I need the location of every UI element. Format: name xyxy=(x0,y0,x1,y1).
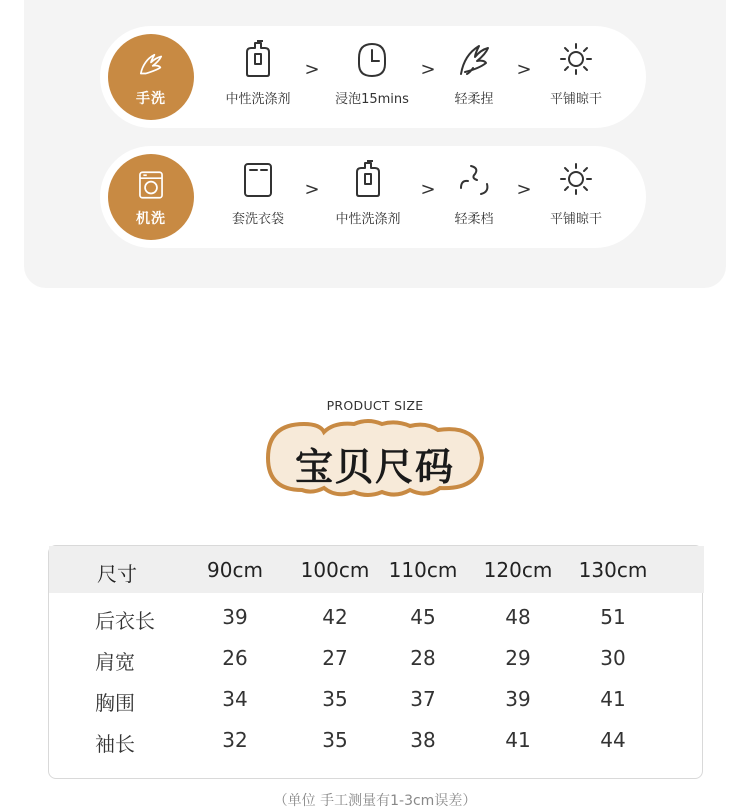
table-cell: 45 xyxy=(410,605,436,629)
machine-wash-badge xyxy=(108,154,194,240)
step-label: 轻柔捏 xyxy=(454,92,494,107)
hand-wash-label: 手洗 xyxy=(136,91,166,107)
arrow-icon: > xyxy=(516,179,532,200)
table-cell: 34 xyxy=(222,687,248,711)
step-gentle-cycle xyxy=(422,154,526,240)
step-dry-flat xyxy=(524,34,628,120)
arrow-icon: > xyxy=(304,179,320,200)
machine-wash-row xyxy=(100,146,646,248)
header-cell: 110cm xyxy=(388,558,458,582)
size-title: 宝贝尺码 xyxy=(294,445,455,489)
step-label: 平铺晾干 xyxy=(549,92,602,107)
sun-icon xyxy=(555,158,597,200)
size-subtitle: PRODUCT SIZE xyxy=(326,398,424,413)
laundry-bag-icon xyxy=(237,158,279,200)
table-cell: 39 xyxy=(222,605,248,629)
table-cell: 42 xyxy=(322,605,348,629)
row-label: 袖长 xyxy=(95,732,135,756)
table-cell: 38 xyxy=(410,728,436,752)
step-label: 中性洗涤剂 xyxy=(225,92,291,107)
step-label: 平铺晾干 xyxy=(549,212,602,227)
table-cell: 35 xyxy=(322,687,348,711)
hand-wash-icon xyxy=(134,48,168,82)
step-detergent xyxy=(206,34,310,120)
arrow-icon: > xyxy=(420,179,436,200)
table-cell: 41 xyxy=(505,728,531,752)
step-laundry-bag xyxy=(206,154,310,240)
arrow-icon: > xyxy=(516,59,532,80)
table-cell: 30 xyxy=(600,646,626,670)
washing-machine-icon xyxy=(134,168,168,202)
arrow-icon: > xyxy=(304,59,320,80)
step-soak xyxy=(320,34,424,120)
size-table xyxy=(48,545,703,779)
hand-gentle-icon xyxy=(453,38,495,80)
header-cell: 100cm xyxy=(300,558,370,582)
header-cell: 130cm xyxy=(578,558,648,582)
step-label: 轻柔档 xyxy=(454,212,494,227)
footer-note: （单位 手工测量有1-3cm误差） xyxy=(273,793,477,809)
header-cell: 尺寸 xyxy=(97,562,137,586)
row-label: 后衣长 xyxy=(95,609,155,633)
header-cell: 90cm xyxy=(207,558,263,582)
table-cell: 48 xyxy=(505,605,531,629)
table-cell: 35 xyxy=(322,728,348,752)
clock-icon xyxy=(351,38,393,80)
row-label: 胸围 xyxy=(95,691,135,715)
table-cell: 32 xyxy=(222,728,248,752)
step-label: 中性洗涤剂 xyxy=(335,212,401,227)
row-label: 肩宽 xyxy=(95,650,135,674)
table-cell: 44 xyxy=(600,728,626,752)
table-cell: 29 xyxy=(505,646,531,670)
step-dry-flat xyxy=(524,154,628,240)
table-cell: 27 xyxy=(322,646,348,670)
hand-wash-row xyxy=(100,26,646,128)
table-cell: 39 xyxy=(505,687,531,711)
size-title-badge xyxy=(264,418,486,498)
arrow-icon: > xyxy=(420,59,436,80)
table-cell: 28 xyxy=(410,646,436,670)
step-label: 浸泡15mins xyxy=(335,92,409,107)
step-label: 套洗衣袋 xyxy=(231,212,284,227)
table-cell: 37 xyxy=(410,687,436,711)
machine-wash-label: 机洗 xyxy=(136,211,166,227)
sun-icon xyxy=(555,38,597,80)
step-detergent xyxy=(316,154,420,240)
table-cell: 51 xyxy=(600,605,626,629)
gentle-cycle-icon xyxy=(453,158,495,200)
table-cell: 26 xyxy=(222,646,248,670)
detergent-bottle-icon xyxy=(347,158,389,200)
step-gentle-squeeze xyxy=(422,34,526,120)
hand-wash-badge xyxy=(108,34,194,120)
table-cell: 41 xyxy=(600,687,626,711)
header-cell: 120cm xyxy=(483,558,553,582)
detergent-bottle-icon xyxy=(237,38,279,80)
